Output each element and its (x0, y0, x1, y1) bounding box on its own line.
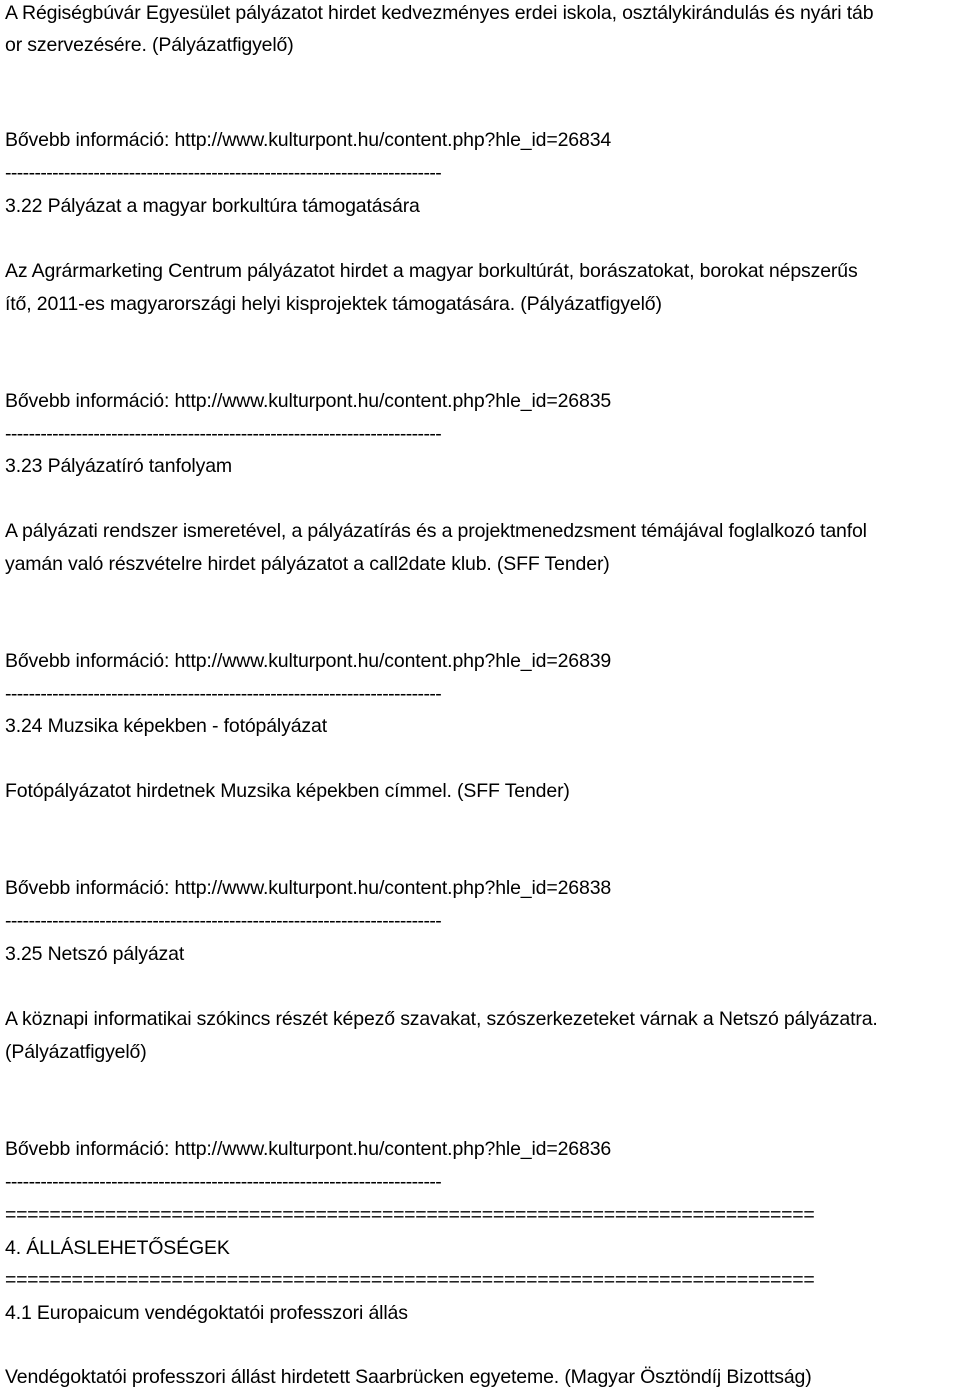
more-info-26835[interactable]: Bővebb információ: http://www.kulturpont.hu/content.php?hle_id=26835 (5, 390, 612, 412)
item-title-3-24: 3.24 Muzsika képekben - fotópályázat (5, 715, 327, 737)
item-title-3-23: 3.23 Pályázatíró tanfolyam (5, 455, 232, 477)
intro-text-line-2: or szervezésére. (Pályázatfigyelő) (5, 34, 294, 56)
eq-separator: ========================================================================= (5, 1204, 815, 1226)
item-title-3-22: 3.22 Pályázat a magyar borkultúra támogatására (5, 195, 420, 217)
dash-separator: -------------------------------------------------------------------------- (5, 162, 442, 184)
more-info-26839[interactable]: Bővebb információ: http://www.kulturpont.hu/content.php?hle_id=26839 (5, 650, 612, 672)
item-title-4-1: 4.1 Europaicum vendégoktatói professzori állás (5, 1302, 408, 1324)
eq-separator: ========================================================================= (5, 1269, 815, 1291)
item-body-3-22-line-1: Az Agrármarketing Centrum pályázatot hirdet a magyar borkultúrát, borászatokat, borokat népszerűs (5, 260, 858, 282)
intro-text-line-1: A Régiségbúvár Egyesület pályázatot hirdet kedvezményes erdei iskola, osztálykirándulás és nyári táb (5, 2, 874, 24)
more-info-26836[interactable]: Bővebb információ: http://www.kulturpont.hu/content.php?hle_id=26836 (5, 1138, 612, 1160)
item-body-4-1: Vendégoktatói professzori állást hirdetett Saarbrücken egyeteme. (Magyar Ösztöndíj Bizottság) (5, 1366, 812, 1388)
section-heading-4: 4. ÁLLÁSLEHETŐSÉGEK (5, 1237, 230, 1259)
dash-separator: -------------------------------------------------------------------------- (5, 423, 442, 445)
dash-separator: -------------------------------------------------------------------------- (5, 1171, 442, 1193)
item-body-3-22-line-2: ítő, 2011-es magyarországi helyi kisprojektek támogatására. (Pályázatfigyelő) (5, 293, 662, 315)
item-body-3-25-line-1: A köznapi informatikai szókincs részét képező szavakat, szószerkezeteket várnak a Netszó pályázatra. (5, 1008, 878, 1030)
item-body-3-23-line-2: yamán való részvételre hirdet pályázatot a call2date klub. (SFF Tender) (5, 553, 610, 575)
more-info-26838[interactable]: Bővebb információ: http://www.kulturpont.hu/content.php?hle_id=26838 (5, 877, 612, 899)
more-info-26834[interactable]: Bővebb információ: http://www.kulturpont.hu/content.php?hle_id=26834 (5, 129, 612, 151)
dash-separator: -------------------------------------------------------------------------- (5, 683, 442, 705)
item-body-3-24-line-1: Fotópályázatot hirdetnek Muzsika képekben címmel. (SFF Tender) (5, 780, 570, 802)
item-body-3-23-line-1: A pályázati rendszer ismeretével, a pályázatírás és a projektmenedzsment témájával foglalkozó tanfol (5, 520, 867, 542)
item-title-3-25: 3.25 Netszó pályázat (5, 943, 185, 965)
dash-separator: -------------------------------------------------------------------------- (5, 910, 442, 932)
item-body-3-25-line-2: (Pályázatfigyelő) (5, 1041, 147, 1063)
